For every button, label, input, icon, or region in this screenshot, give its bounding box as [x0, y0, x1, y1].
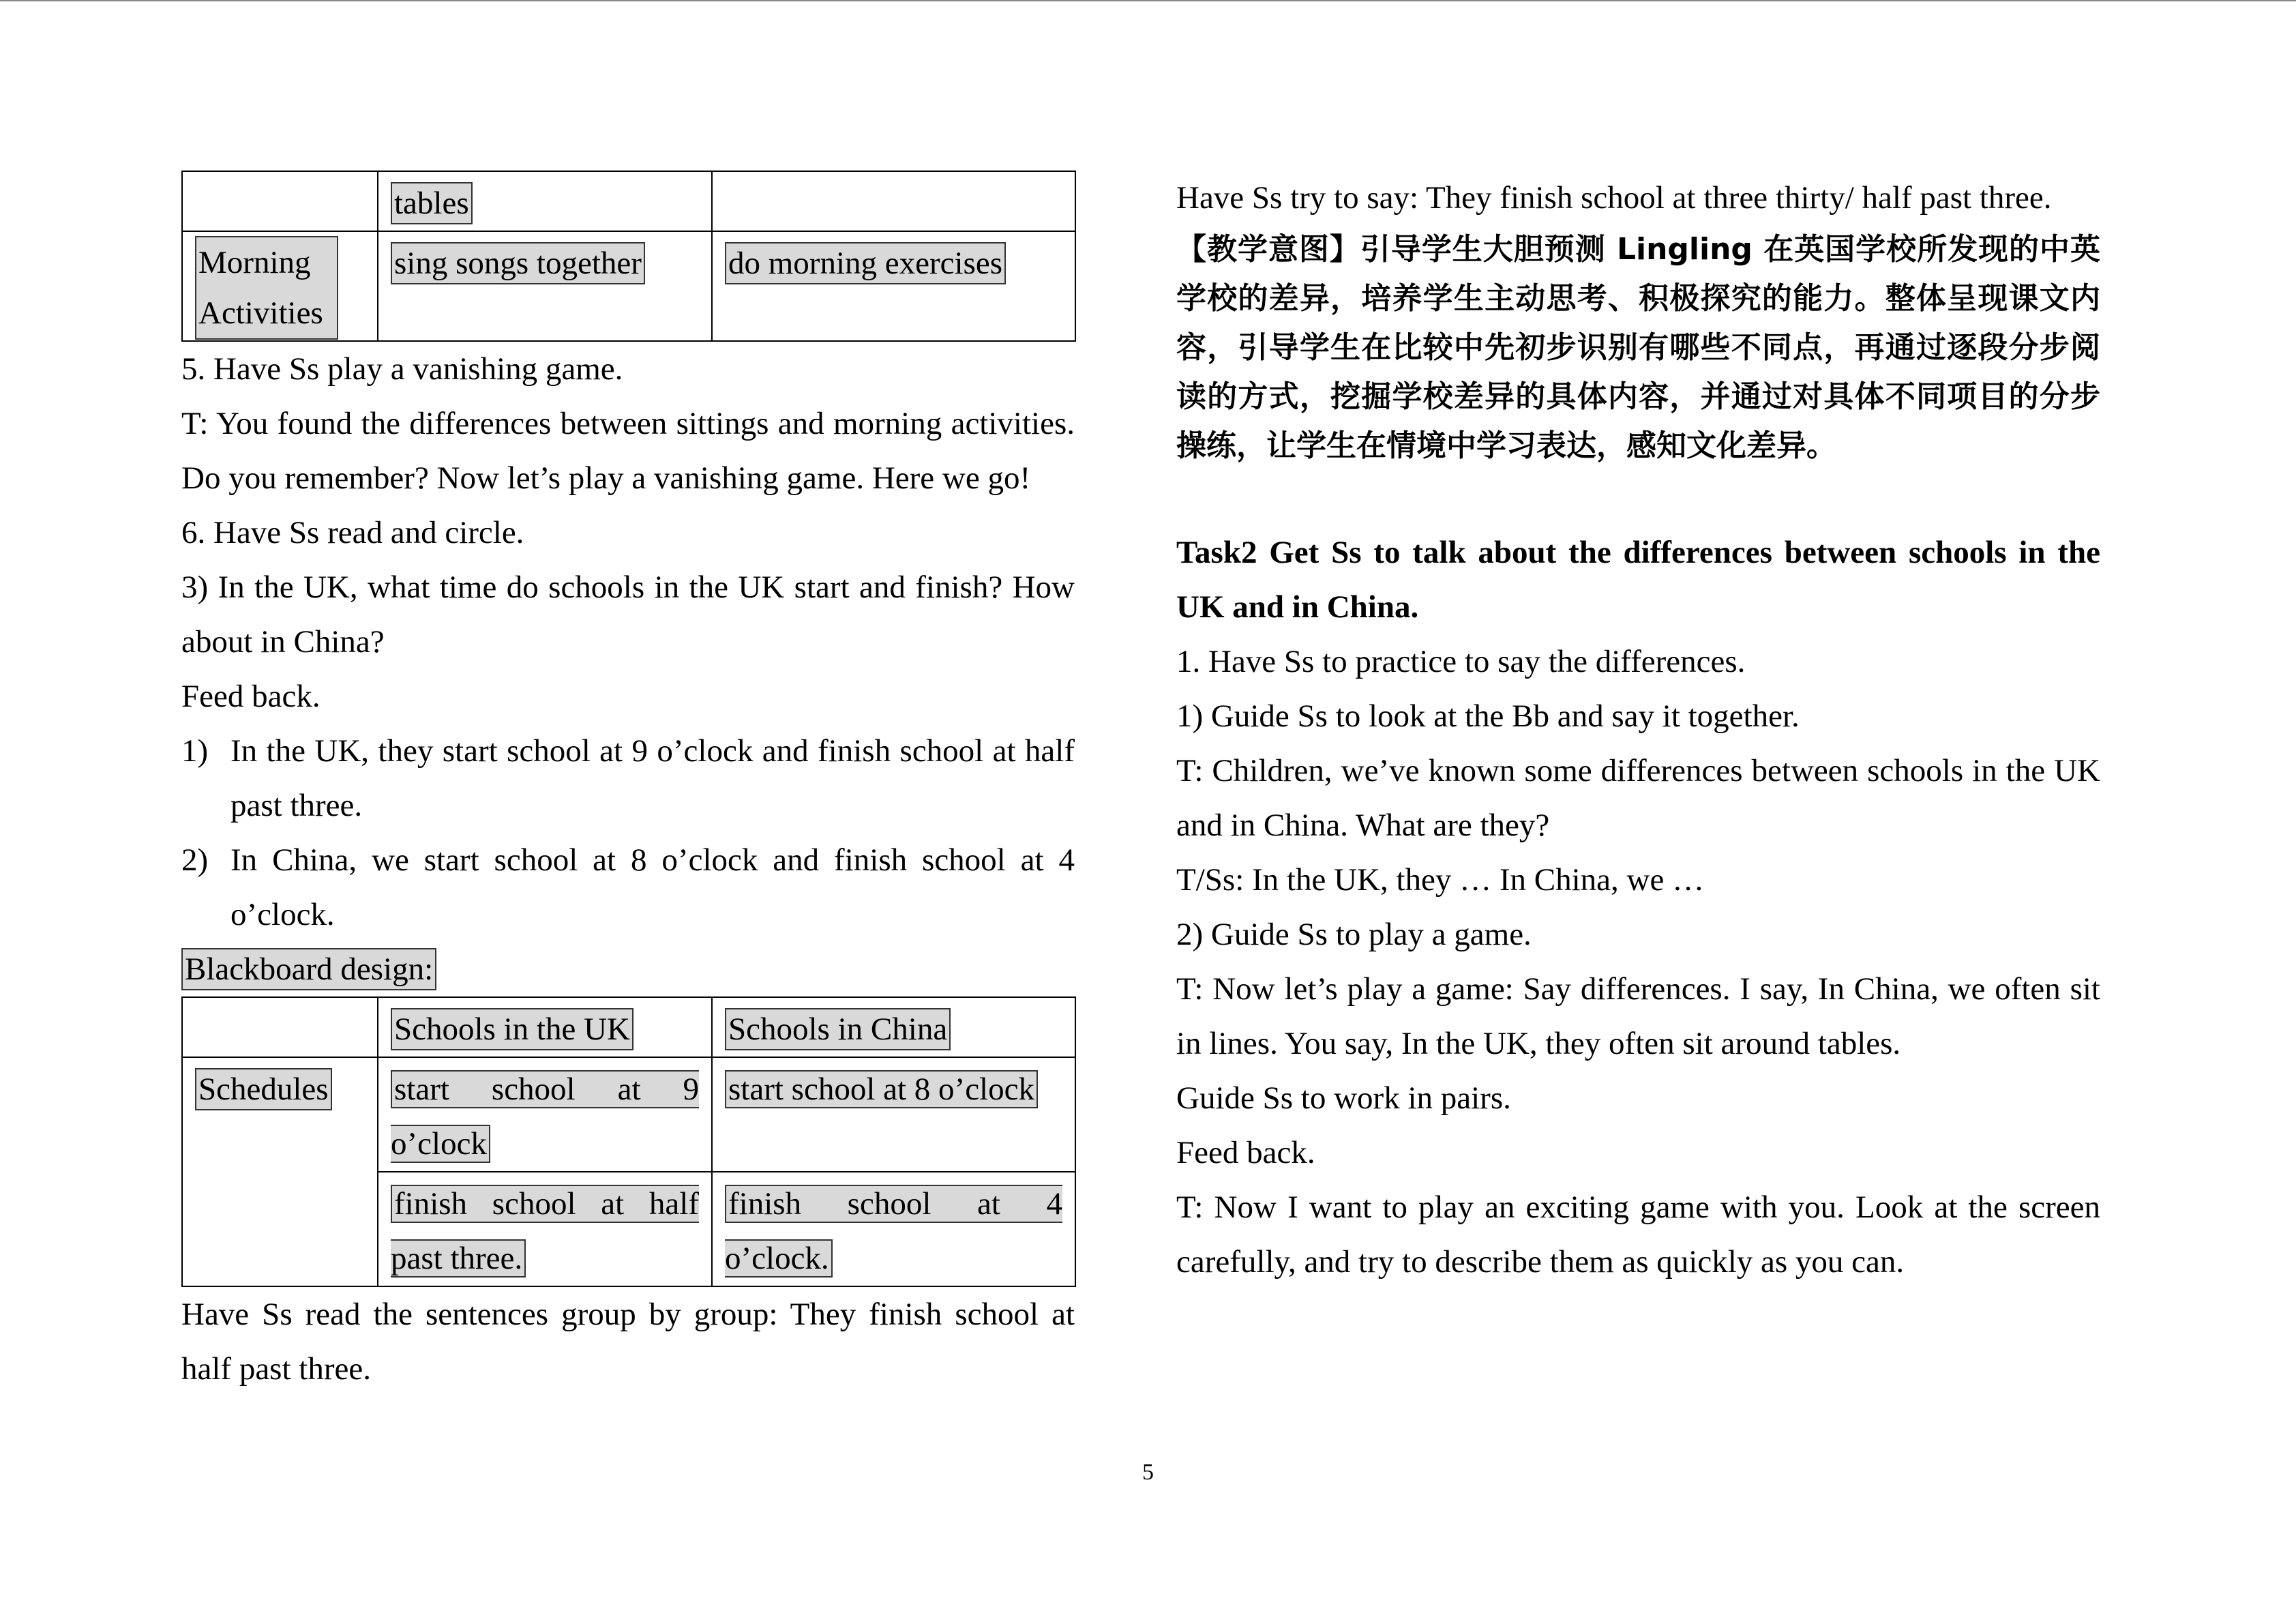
row-header: Schedules — [195, 1068, 332, 1110]
table-cell — [182, 231, 378, 341]
feedback-label: Feed back. — [181, 679, 320, 714]
step-heading: 1. Have Ss to practice to say the differences. — [1176, 644, 1746, 679]
page-top-border — [0, 0, 2296, 1]
teacher-line: T: You found the differences between sittings and morning activities. Do you remember? Now let’s play a vanishing game. Here we go! — [181, 406, 1075, 496]
right-column — [1176, 171, 2100, 1289]
cell-text: start school at 8 o’clock — [725, 1070, 1038, 1108]
table-cell — [712, 231, 1075, 341]
page-number: 5 — [1142, 1460, 1154, 1485]
blackboard-label: Blackboard design: — [181, 948, 436, 990]
table-cell — [712, 1172, 1075, 1286]
teacher-line: T: Children, we’ve known some differences between schools in the UK and in China. What are they? — [1176, 753, 2100, 843]
task-heading: Task2 Get Ss to talk about the differences between schools in the UK and in China. — [1176, 535, 2100, 625]
column-header: Schools in the UK — [391, 1008, 633, 1050]
table-cell — [378, 1172, 712, 1286]
table-cell — [378, 997, 712, 1057]
list-item — [181, 833, 1075, 942]
sitting-activities-table — [181, 171, 1076, 342]
table-row — [182, 231, 1075, 341]
list-number: 1) — [181, 733, 209, 769]
cell-text: start school at 9 o’clock — [391, 1072, 699, 1162]
cell-text: do morning exercises — [725, 242, 1006, 284]
table-row — [182, 171, 1075, 231]
table-cell — [378, 1057, 712, 1172]
table-cell — [182, 1057, 378, 1286]
question: 3) In the UK, what time do schools in the UK start and finish? How about in China? — [181, 570, 1075, 660]
table-cell — [712, 171, 1075, 231]
table-cell — [182, 997, 378, 1057]
table-row — [182, 1057, 1075, 1172]
teacher-line: T: Now let’s play a game: Say differences. I say, In China, we often sit in lines. You say, In the UK, they often sit around tables. — [1176, 971, 2100, 1061]
step-heading: 2) Guide Ss to play a game. — [1176, 917, 1532, 952]
list-number: 2) — [181, 842, 209, 878]
step-heading: 5. Have Ss play a vanishing game. — [181, 351, 623, 387]
table-cell — [378, 231, 712, 341]
instruction: Have Ss read the sentences group by group: They finish school at half past three. — [181, 1297, 1075, 1387]
blackboard-table — [181, 996, 1076, 1287]
table-cell — [378, 171, 712, 231]
table-cell — [182, 171, 378, 231]
table-row — [182, 997, 1075, 1057]
table-cell — [712, 997, 1075, 1057]
teaching-intent: 【教学意图】引导学生大胆预测 Lingling 在英国学校所发现的中英学校的差异，培养学生主动思考、积极探究的能力。整体呈现课文内容，引导学生在比较中先初步识别有哪些不同点，再通过逐段分步阅读的方式，挖掘学校差异的具体内容，并通过对具体不同项目的分步操练，让学生在情境中学习表达，感知文化差异。 — [1176, 232, 2100, 463]
cell-text: tables — [391, 182, 473, 224]
table-cell — [712, 1057, 1075, 1172]
spacer — [1176, 471, 2100, 525]
dialogue-line: T/Ss: In the UK, they … In China, we … — [1176, 862, 1705, 898]
cell-text: finish school at 4 o’clock. — [725, 1186, 1062, 1276]
list-text: In the UK, they start school at 9 o’clock and finish school at half past three. — [230, 733, 1075, 823]
list-item — [181, 724, 1075, 833]
feedback-label: Feed back. — [1176, 1135, 1315, 1170]
left-column — [181, 171, 1075, 1396]
step-heading: 1) Guide Ss to look at the Bb and say it together. — [1176, 698, 1800, 734]
list-text: In China, we start school at 8 o’clock and finish school at 4 o’clock. — [230, 842, 1075, 932]
instruction: Guide Ss to work in pairs. — [1176, 1080, 1511, 1116]
column-header: Schools in China — [725, 1008, 951, 1050]
instruction: Have Ss try to say: They finish school at three thirty/ half past three. — [1176, 180, 2052, 216]
teacher-line: T: Now I want to play an exciting game with you. Look at the screen carefully, and try to describe them as quickly as you can. — [1176, 1190, 2100, 1280]
row-header: Morning Activities — [195, 236, 338, 340]
cell-text: finish school at half past three. — [391, 1186, 699, 1276]
step-heading: 6. Have Ss read and circle. — [181, 515, 524, 550]
cell-text: sing songs together — [391, 242, 645, 284]
